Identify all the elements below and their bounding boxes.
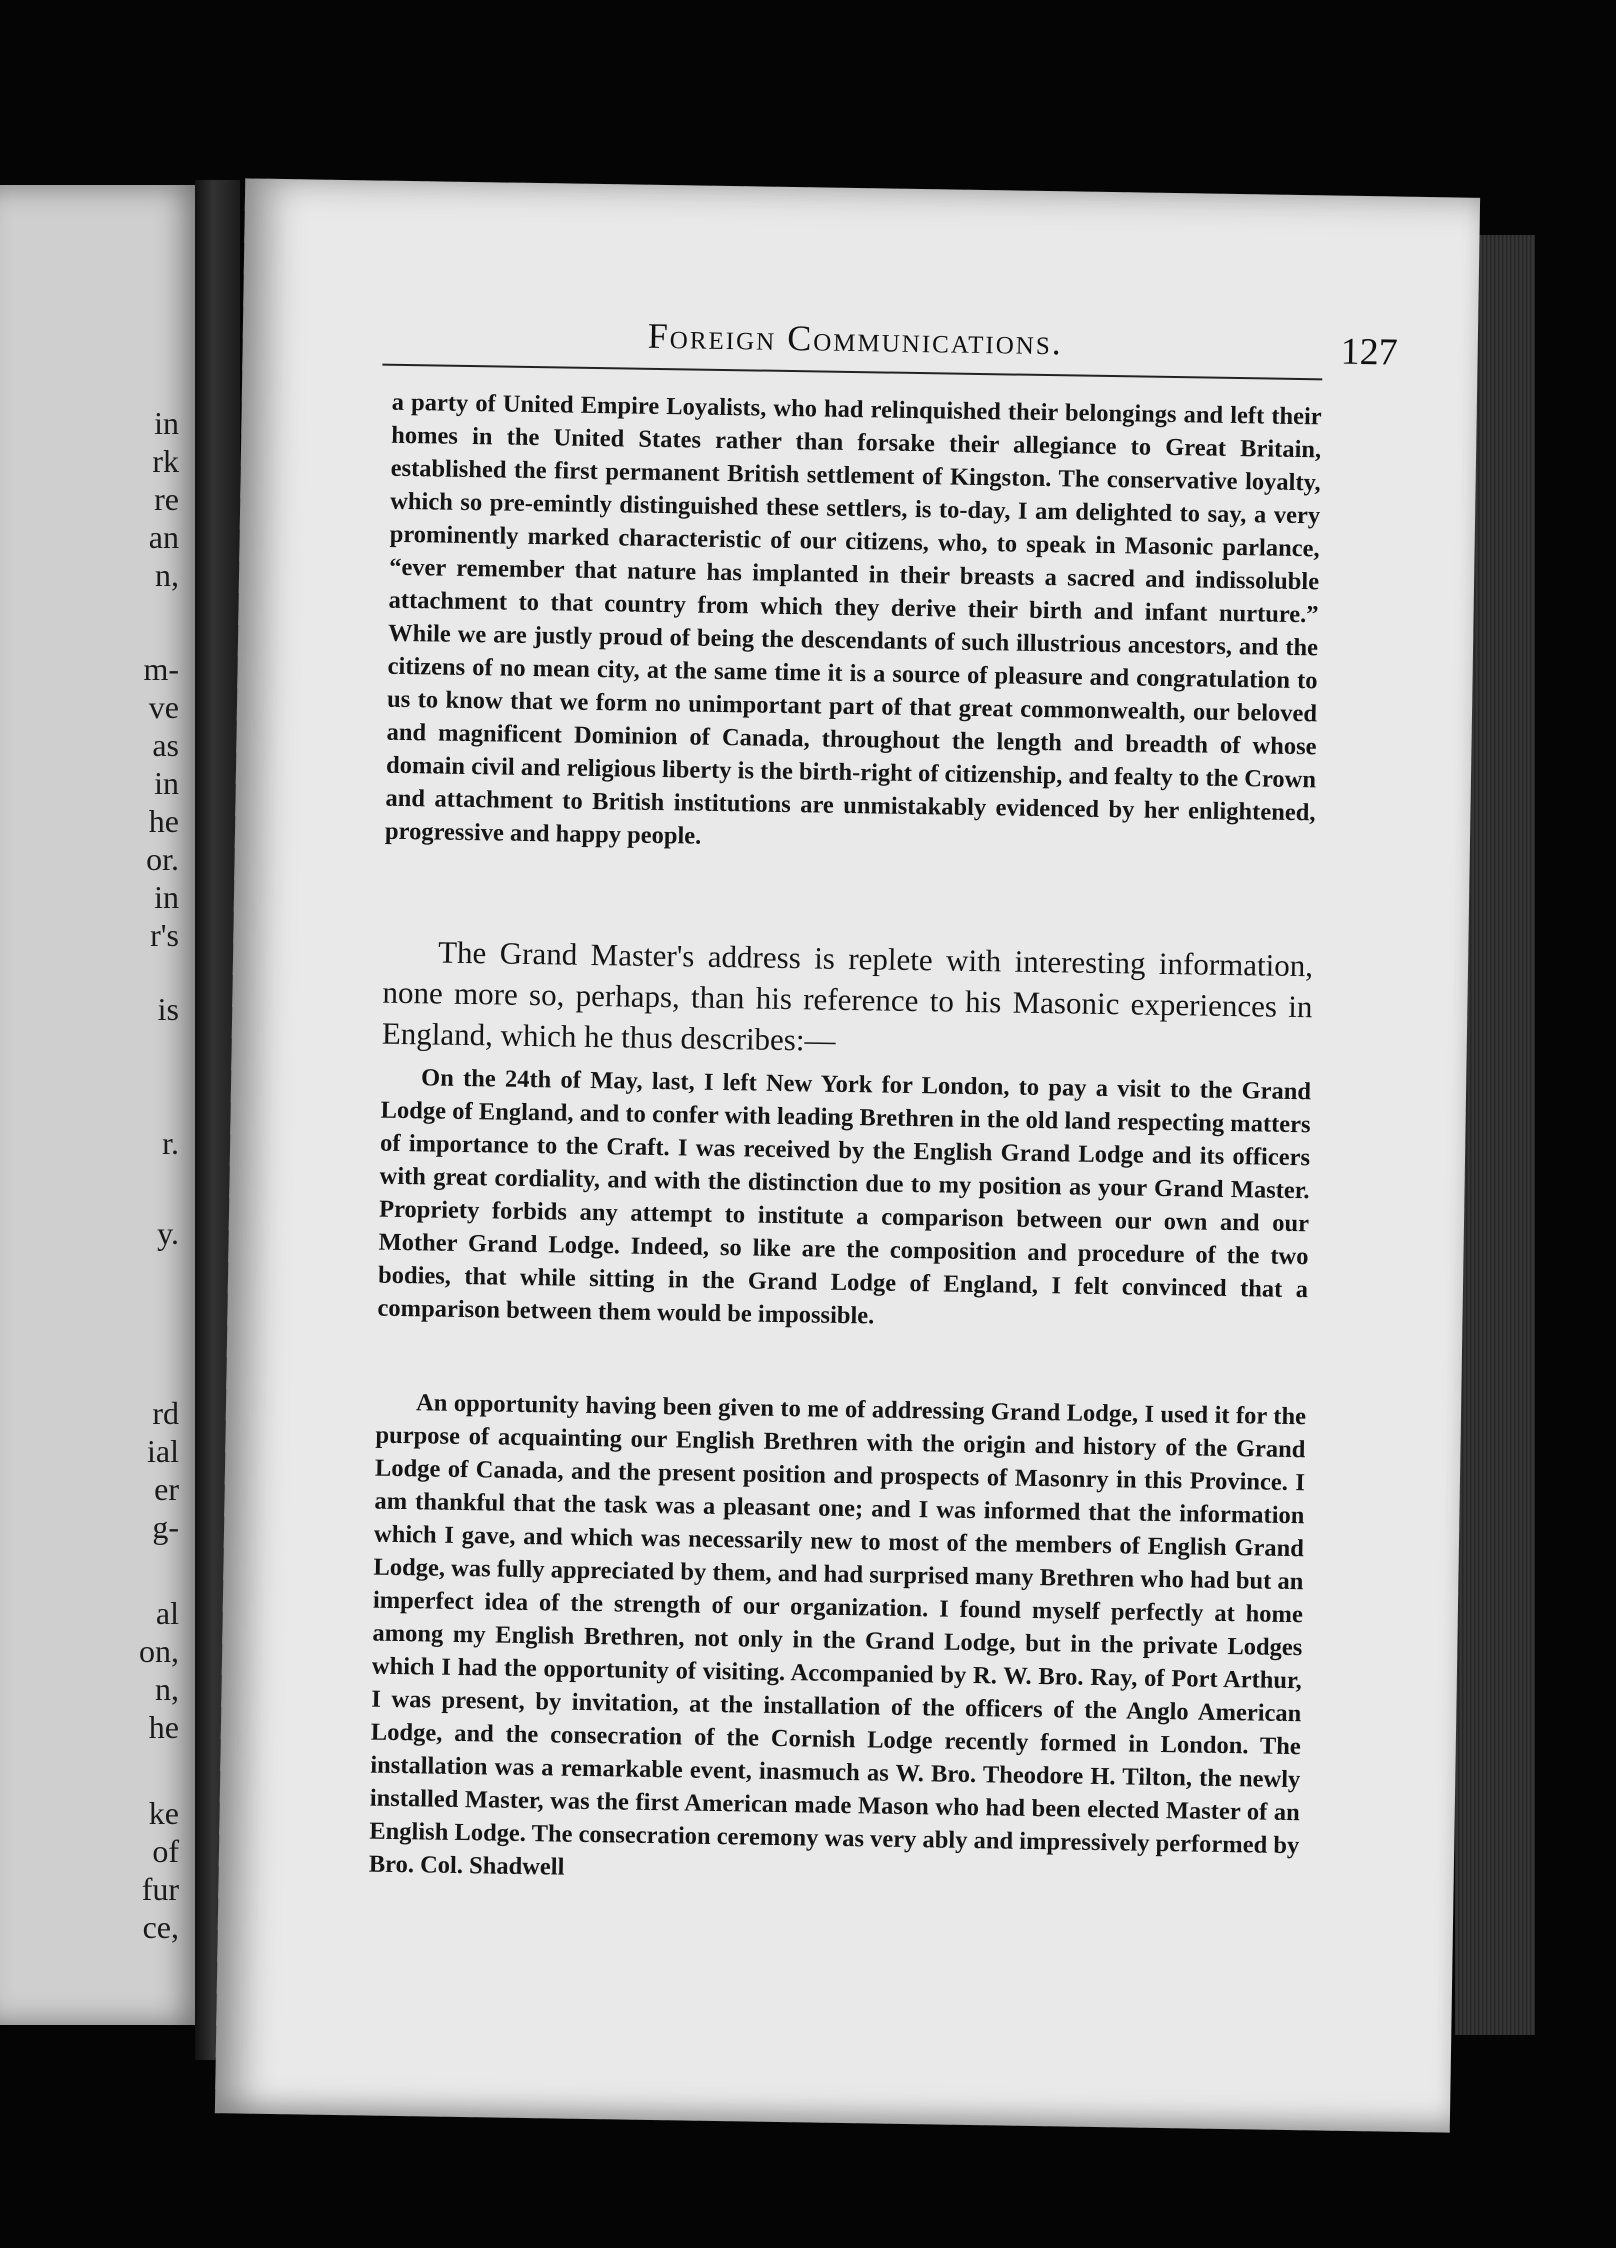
paragraph-text: On the 24th of May, last, I left New York for London, to pay a visit to the Grand Lodge of England, and to confer with leading Brethren in the old land respecting matters of importance to the Craft. I was received by the English Grand Lodge and its officers with great cordiality, and with the distinction due to my position as your Grand Master. Propriety forbids any attempt to institute a comparison between our own and our Mother Grand Lodge. Indeed, so like are the composition and procedure of the two bodies, that while sitting in the Grand Lodge of England, I felt convinced that a comparison between them would be impossible. [377, 1064, 1312, 1330]
left-page-line-fragment: he [148, 1709, 179, 1745]
running-title: Foreign Communications. [647, 315, 1064, 363]
left-page-line-fragment: rd [152, 1395, 179, 1431]
left-page-line-fragment: he [148, 803, 179, 839]
page-header [397, 311, 1398, 387]
left-page-line-fragment: an [148, 519, 179, 555]
left-page-line-fragment: in [154, 765, 179, 801]
left-page-line-fragment: n, [155, 557, 179, 593]
left-page-line-fragment: in [154, 879, 179, 915]
left-page-line-fragment: al [155, 1595, 179, 1631]
left-page-line-fragment: n, [155, 1671, 179, 1707]
quoted-paragraph-visit [377, 1061, 1311, 1340]
left-page-line-fragment: or. [146, 841, 179, 877]
page-number: 127 [1340, 330, 1399, 374]
left-page-line-fragment: fur [141, 1871, 179, 1907]
left-page-line-fragment: y. [157, 1215, 179, 1251]
paragraph-text: An opportunity having been given to me of addressing Grand Lodge, I used it for the purpose of acquainting our English Brethren with the origin and history of the Grand Lodge of Canada, and the present position and prospects of Masonry in this Province. I am thankful that the task was a pleasant one; and I was informed that the information which I gave, and which was necessarily new to most of the members of English Grand Lodge, was fully appreciated by them, and had surprised many Brethren who had but an imperfect idea of the strength of our organization. I found myself perfectly at home among my English Brethren, not only in the Grand Lodge, but in the private Lodges which I had the opportunity of visiting. Accompanied by R. W. Bro. Ray, of Port Arthur, I was present, by invitation, at the installation of the officers of the Anglo American Lodge, and the consecration of the Cornish Lodge recently formed in London. The installation was a remarkable event, inasmuch as W. Bro. Theodore H. Tilton, the newly installed Master, was the first American made Mason who had been elected Master of an English Lodge. The consecration ceremony was very ably and impressively performed by Bro. Col. Shadwell [368, 1389, 1307, 1881]
left-page-line-fragment: is [157, 991, 179, 1027]
left-page-line-fragment: g- [152, 1509, 179, 1545]
right-page [215, 178, 1480, 2132]
left-page-line-fragment: er [154, 1471, 179, 1507]
left-page-line-fragment: of [152, 1833, 179, 1869]
left-page-line-fragment: re [154, 481, 179, 517]
paragraph-text: a party of United Empire Loyalists, who had relinquished their belongings and left their homes in the United States rather than forsake their allegiance to Great Britain, established the first permanent British settlement of Kingston. The conservative loyalty, which so pre-emintly distinguished these settlers, is to-day, I am delighted to say, a very prominently marked characteristic of our citizens, who, to speak in Masonic parlance, “ever remember that nature has implanted in their breasts a sacred and indissoluble attachment to that country from which they derive their birth and infant nurture.” While we are justly proud of being the descendants of such illustrious ancestors, and the citizens of no mean city, at the same time it is a source of pleasure and congratulation to us to know that we form no unimportant part of that great commonwealth, our beloved and magnificent Dominion of Canada, throughout the length and breadth of whose domain civil and religious liberty is the birth-right of citizenship, and fealty to the Crown and attachment to British institutions are unmistakably evidenced by her enlightened, progressive and happy people. [384, 388, 1322, 850]
left-page-line-fragment: rk [152, 443, 179, 479]
left-page-line-fragment: on, [139, 1633, 179, 1669]
left-page-line-fragment: in [154, 405, 179, 441]
left-page-line-fragment: ce, [142, 1909, 179, 1945]
left-page-line-fragment: m- [143, 651, 179, 687]
left-facing-page [0, 185, 205, 2025]
narrative-paragraph [382, 931, 1314, 1069]
left-page-line-fragment: ve [148, 689, 179, 725]
quoted-paragraph-loyalists [385, 386, 1322, 863]
quoted-paragraph-address [369, 1386, 1307, 1896]
left-page-line-fragment: as [152, 727, 179, 763]
left-page-line-fragment: ial [147, 1433, 179, 1469]
left-page-line-fragment: r's [150, 917, 179, 953]
left-page-line-fragment: r. [162, 1125, 179, 1161]
paragraph-text: The Grand Master's address is replete with interesting information, none more so, perhaps, than his reference to his Masonic experiences in England, which he thus describes:— [381, 934, 1314, 1058]
left-page-line-fragment: ke [148, 1795, 179, 1831]
